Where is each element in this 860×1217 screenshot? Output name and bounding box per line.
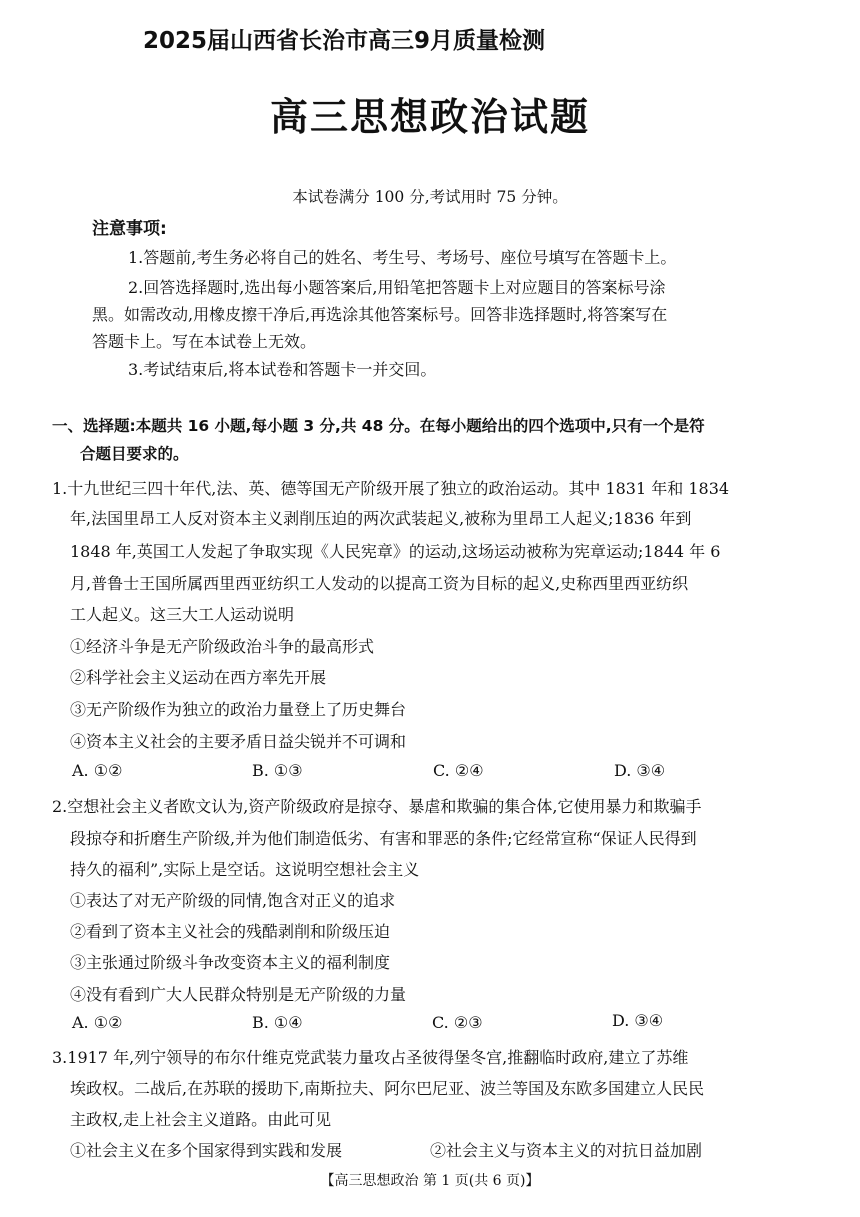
q1-option-c[interactable]: C. ②④ — [433, 761, 484, 780]
notice-line: 2.回答选择题时,选出每小题答案后,用铅笔把答题卡上对应题目的答案标号涂 — [128, 278, 666, 297]
q2-option-b[interactable]: B. ①④ — [252, 1013, 303, 1032]
notice-line: 1.答题前,考生务必将自己的姓名、考生号、考场号、座位号填写在答题卡上。 — [128, 248, 677, 267]
q2-stem: 持久的福利”,实际上是空话。这说明空想社会主义 — [70, 860, 420, 879]
q2-option-a[interactable]: A. ①② — [72, 1013, 123, 1032]
q1-statement: ②科学社会主义运动在西方率先开展 — [70, 668, 327, 687]
q1-statement: ①经济斗争是无产阶级政治斗争的最高形式 — [70, 637, 375, 656]
q3-stem: 埃政权。二战后,在苏联的援助下,南斯拉夫、阿尔巴尼亚、波兰等国及东欧多国建立人民民 — [70, 1079, 705, 1098]
q1-statement: ③无产阶级作为独立的政治力量登上了历史舞台 — [70, 700, 407, 719]
q1-option-d[interactable]: D. ③④ — [614, 761, 666, 780]
q1-stem: 工人起义。这三大工人运动说明 — [70, 605, 295, 624]
exam-title: 高三思想政治试题 — [269, 95, 590, 139]
q1-statement: ④资本主义社会的主要矛盾日益尖锐并不可调和 — [70, 732, 407, 751]
notice-line: 3.考试结束后,将本试卷和答题卡一并交回。 — [128, 360, 437, 379]
q1-option-b[interactable]: B. ①③ — [252, 761, 303, 780]
q2-statement: ④没有看到广大人民群众特别是无产阶级的力量 — [70, 985, 407, 1004]
q3-stem: 主政权,走上社会主义道路。由此可见 — [70, 1110, 332, 1129]
notice-line: 黑。如需改动,用橡皮擦干净后,再选涂其他答案标号。回答非选择题时,将答案写在 — [92, 305, 668, 324]
q1-stem: 1848 年,英国工人发起了争取实现《人民宪章》的运动,这场运动被称为宪章运动;1844 年 6 — [70, 542, 721, 561]
q1-option-a[interactable]: A. ①② — [72, 761, 123, 780]
q1-stem: 年,法国里昂工人反对资本主义剥削压迫的两次武装起义,被称为里昂工人起义;1836 年到 — [70, 509, 692, 528]
q2-stem: 段掠夺和折磨生产阶级,并为他们制造低劣、有害和罪恶的条件;它经常宣称“保证人民得到 — [70, 829, 697, 848]
exam-info: 本试卷满分 100 分,考试用时 75 分钟。 — [292, 188, 568, 206]
page-footer: 【高三思想政治 第 1 页(共 6 页)】 — [320, 1173, 540, 1189]
exam-header: 2025届山西省长治市高三9月质量检测 — [143, 28, 546, 54]
section-heading-cont: 合题目要求的。 — [80, 445, 189, 463]
q3-statement: ②社会主义与资本主义的对抗日益加剧 — [430, 1141, 703, 1160]
q2-statement: ③主张通过阶级斗争改变资本主义的福利制度 — [70, 953, 391, 972]
q2-option-c[interactable]: C. ②③ — [432, 1013, 483, 1032]
q3-stem: 3.1917 年,列宁领导的布尔什维克党武装力量攻占圣彼得堡冬宫,推翻临时政府,建立了苏维 — [52, 1048, 689, 1067]
q2-statement: ①表达了对无产阶级的同情,饱含对正义的追求 — [70, 891, 396, 910]
q3-statement: ①社会主义在多个国家得到实践和发展 — [70, 1141, 343, 1160]
notice-line: 答题卡上。写在本试卷上无效。 — [92, 332, 317, 351]
section-heading: 一、选择题:本题共 16 小题,每小题 3 分,共 48 分。在每小题给出的四个选项中,只有一个是符 — [52, 417, 705, 435]
notice-title: 注意事项: — [92, 219, 167, 239]
q1-stem: 1.十九世纪三四十年代,法、英、德等国无产阶级开展了独立的政治运动。其中 1831 年和 1834 — [52, 479, 730, 498]
q1-stem: 月,普鲁士王国所属西里西亚纺织工人发动的以提高工资为目标的起义,史称西里西亚纺织 — [70, 574, 689, 593]
q2-option-d[interactable]: D. ③④ — [612, 1011, 664, 1030]
q2-statement: ②看到了资本主义社会的残酷剥削和阶级压迫 — [70, 922, 391, 941]
q2-stem: 2.空想社会主义者欧文认为,资产阶级政府是掠夺、暴虐和欺骗的集合体,它使用暴力和欺骗手 — [52, 797, 702, 816]
